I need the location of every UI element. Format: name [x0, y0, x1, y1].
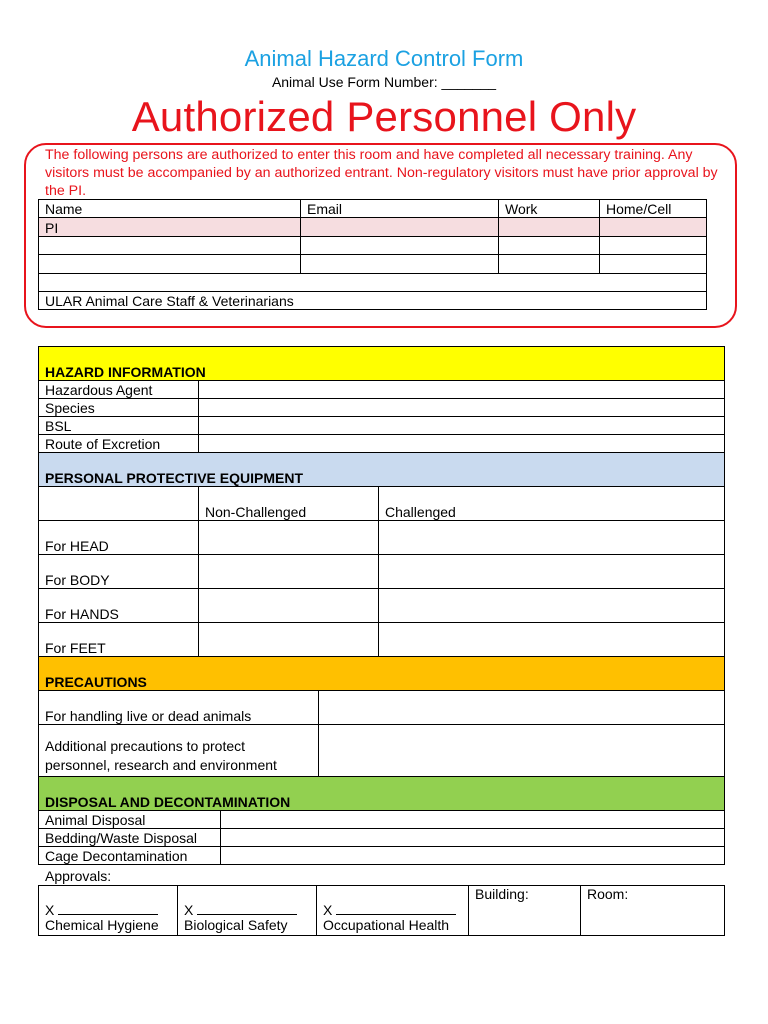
table-row — [39, 435, 725, 453]
precautions-section-header — [39, 657, 725, 691]
occupational-health-signature[interactable] — [317, 886, 469, 936]
table-row — [39, 236, 707, 254]
table-row — [39, 623, 725, 657]
table-row — [39, 589, 725, 623]
column-challenged: Challenged — [379, 487, 725, 521]
animal-disposal-label: Animal Disposal — [39, 811, 221, 829]
bsl-label: BSL — [39, 417, 199, 435]
table-header-row — [39, 487, 725, 521]
x-mark: X — [184, 902, 194, 918]
hands-label: For HANDS — [39, 589, 199, 623]
staff-label: ULAR Animal Care Staff & Veterinarians — [39, 291, 707, 309]
bsl-field[interactable] — [199, 417, 725, 435]
cage-decon-label: Cage Decontamination — [39, 847, 221, 865]
signature-line — [58, 902, 158, 915]
building-field[interactable] — [469, 886, 581, 936]
authorized-personnel-table — [38, 199, 707, 310]
email-field[interactable] — [301, 236, 499, 254]
column-non-challenged: Non-Challenged — [199, 487, 379, 521]
pi-email-field[interactable] — [301, 218, 499, 236]
authorized-banner: Authorized Personnel Only — [131, 93, 637, 140]
name-field[interactable] — [39, 255, 301, 273]
email-field[interactable] — [301, 255, 499, 273]
table-row — [39, 417, 725, 435]
additional-precautions-line2: personnel, research and environment — [45, 757, 277, 773]
approvals-table — [38, 885, 725, 936]
table-row — [39, 847, 725, 865]
pi-row — [39, 218, 707, 236]
section-title: PERSONAL PROTECTIVE EQUIPMENT — [39, 453, 725, 487]
hazardous-agent-field[interactable] — [199, 381, 725, 399]
form-number-label: Animal Use Form Number: _______ — [271, 74, 497, 90]
section-title: HAZARD INFORMATION — [39, 347, 725, 381]
pi-work-field[interactable] — [499, 218, 600, 236]
bedding-waste-field[interactable] — [221, 829, 725, 847]
home-cell-field[interactable] — [600, 236, 707, 254]
building-label: Building: — [475, 886, 529, 902]
table-row — [39, 255, 707, 273]
column-email: Email — [301, 200, 499, 218]
table-row — [39, 399, 725, 417]
table-row — [39, 521, 725, 555]
animal-disposal-field[interactable] — [221, 811, 725, 829]
table-row — [39, 381, 725, 399]
form-title: Animal Hazard Control Form — [244, 46, 524, 71]
head-non-challenged-field[interactable] — [199, 521, 379, 555]
room-label: Room: — [587, 886, 629, 902]
route-of-excretion-field[interactable] — [199, 435, 725, 453]
section-title: DISPOSAL AND DECONTAMINATION — [39, 777, 725, 811]
room-field[interactable] — [581, 886, 725, 936]
feet-non-challenged-field[interactable] — [199, 623, 379, 657]
authorization-notice: The following persons are authorized to enter this room and have completed all necessary training. Any visitors must be accompanied by an authorized entrant. Non-regulatory visitors must have prior approval by the PI. — [45, 147, 718, 199]
blank-field[interactable] — [39, 273, 707, 291]
hazardous-agent-label: Hazardous Agent — [39, 381, 199, 399]
hazard-section-header — [39, 347, 725, 381]
column-work: Work — [499, 200, 600, 218]
approvals-row — [39, 886, 725, 936]
species-label: Species — [39, 399, 199, 417]
table-row — [39, 273, 707, 291]
bedding-waste-label: Bedding/Waste Disposal — [39, 829, 221, 847]
column-name: Name — [39, 200, 301, 218]
species-field[interactable] — [199, 399, 725, 417]
x-mark: X — [45, 902, 55, 918]
work-field[interactable] — [499, 236, 600, 254]
additional-precautions-line1: Additional precautions to protect — [45, 738, 246, 754]
handling-label: For handling live or dead animals — [39, 691, 319, 725]
x-mark: X — [323, 902, 333, 918]
feet-label: For FEET — [39, 623, 199, 657]
chemical-hygiene-label: Chemical Hygiene — [45, 917, 159, 933]
handling-field[interactable] — [319, 691, 725, 725]
disposal-section-header — [39, 777, 725, 811]
table-header-row — [39, 200, 707, 218]
table-row — [39, 811, 725, 829]
additional-precautions-field[interactable] — [319, 725, 725, 777]
head-label: For HEAD — [39, 521, 199, 555]
blank-cell — [39, 487, 199, 521]
signature-line — [336, 902, 456, 915]
body-label: For BODY — [39, 555, 199, 589]
pi-home-cell-field[interactable] — [600, 218, 707, 236]
staff-row — [39, 291, 707, 309]
name-field[interactable] — [39, 236, 301, 254]
hands-non-challenged-field[interactable] — [199, 589, 379, 623]
section-title: PRECAUTIONS — [39, 657, 725, 691]
signature-line — [197, 902, 297, 915]
body-non-challenged-field[interactable] — [199, 555, 379, 589]
table-row — [39, 829, 725, 847]
hands-challenged-field[interactable] — [379, 589, 725, 623]
body-challenged-field[interactable] — [379, 555, 725, 589]
additional-precautions-label — [39, 725, 319, 777]
approvals-label: Approvals: — [45, 868, 112, 884]
head-challenged-field[interactable] — [379, 521, 725, 555]
biological-safety-label: Biological Safety — [184, 917, 288, 933]
table-row — [39, 691, 725, 725]
chemical-hygiene-signature[interactable] — [39, 886, 178, 936]
column-home-cell: Home/Cell — [600, 200, 707, 218]
occupational-health-label: Occupational Health — [323, 917, 450, 933]
cage-decon-field[interactable] — [221, 847, 725, 865]
work-field[interactable] — [499, 255, 600, 273]
home-cell-field[interactable] — [600, 255, 707, 273]
ppe-section-header — [39, 453, 725, 487]
table-row — [39, 725, 725, 777]
route-of-excretion-label: Route of Excretion — [39, 435, 199, 453]
pi-label: PI — [39, 218, 301, 236]
hazard-control-table — [38, 346, 725, 865]
biological-safety-signature[interactable] — [178, 886, 317, 936]
table-row — [39, 555, 725, 589]
feet-challenged-field[interactable] — [379, 623, 725, 657]
